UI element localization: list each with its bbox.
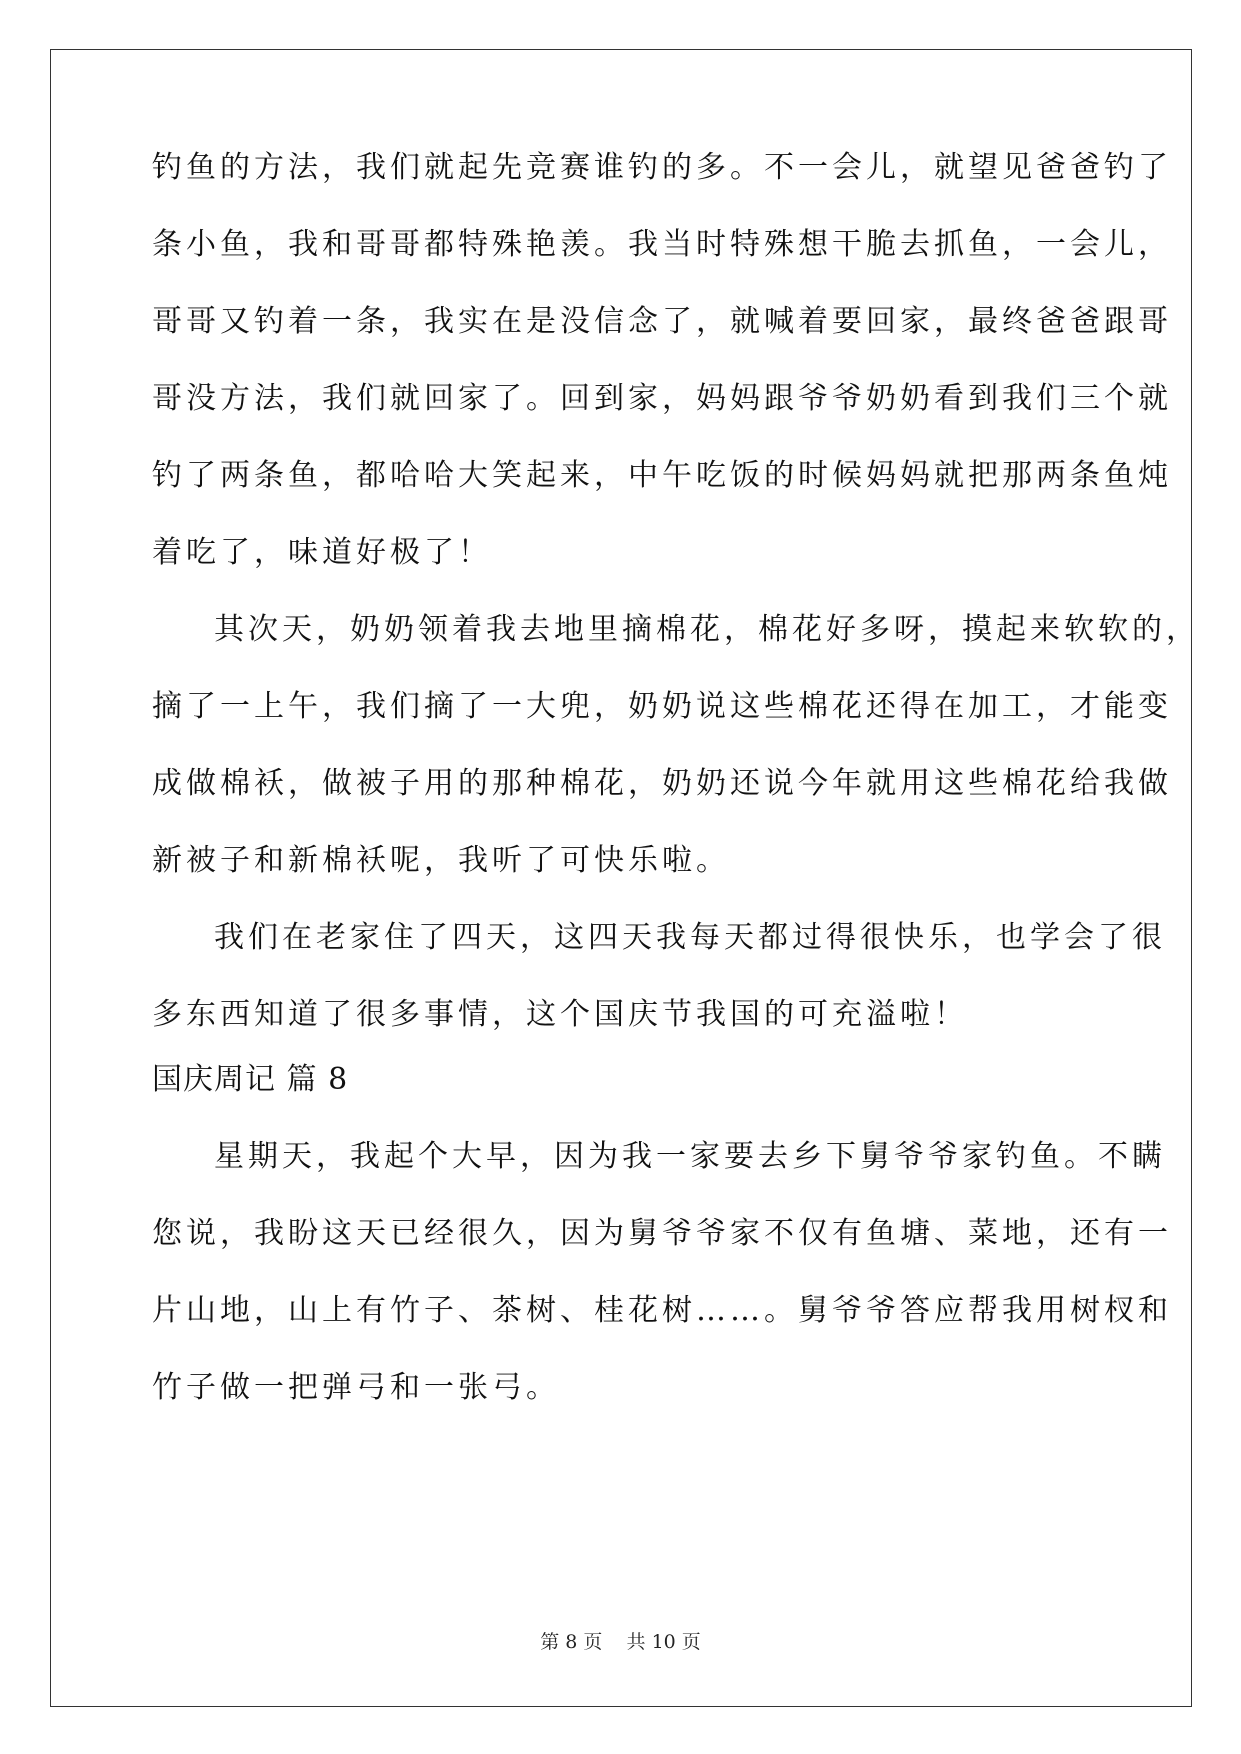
paragraph-line: 钓了两条鱼，都哈哈大笑起来，中午吃饭的时候妈妈就把那两条鱼炖 xyxy=(152,458,1172,493)
paragraph-line: 摘了一上午，我们摘了一大兜，奶奶说这些棉花还得在加工，才能变 xyxy=(152,689,1172,724)
paragraph-line: 着吃了，味道好极了！ xyxy=(152,535,492,570)
paragraph-line: 片山地，山上有竹子、茶树、桂花树……。舅爷爷答应帮我用树杈和 xyxy=(152,1293,1172,1328)
page-number: 第 8 页 共 10 页 xyxy=(540,1631,701,1653)
paragraph-line: 其次天，奶奶领着我去地里摘棉花，棉花好多呀，摸起来软软的， xyxy=(214,612,1200,647)
paragraph-line: 哥没方法，我们就回家了。回到家，妈妈跟爷爷奶奶看到我们三个就 xyxy=(152,381,1172,416)
paragraph-line: 竹子做一把弹弓和一张弓。 xyxy=(152,1370,560,1405)
section-heading: 国庆周记 篇 8 xyxy=(152,1062,349,1097)
paragraph-line: 星期天，我起个大早，因为我一家要去乡下舅爷爷家钓鱼。不瞒 xyxy=(214,1139,1166,1174)
paragraph-line: 哥哥又钓着一条，我实在是没信念了，就喊着要回家，最终爸爸跟哥 xyxy=(152,304,1172,339)
paragraph-line: 条小鱼，我和哥哥都特殊艳羡。我当时特殊想干脆去抓鱼，一会儿， xyxy=(152,227,1172,262)
paragraph-line: 多东西知道了很多事情，这个国庆节我国的可充溢啦！ xyxy=(152,997,968,1032)
paragraph-line: 您说，我盼这天已经很久，因为舅爷爷家不仅有鱼塘、菜地，还有一 xyxy=(152,1216,1172,1251)
paragraph-line: 新被子和新棉袄呢，我听了可快乐啦。 xyxy=(152,843,730,878)
paragraph-line: 钓鱼的方法，我们就起先竞赛谁钓的多。不一会儿，就望见爸爸钓了 xyxy=(152,150,1172,185)
paragraph-line: 成做棉袄，做被子用的那种棉花，奶奶还说今年就用这些棉花给我做 xyxy=(152,766,1172,801)
paragraph-line: 我们在老家住了四天，这四天我每天都过得很快乐，也学会了很 xyxy=(214,920,1166,955)
